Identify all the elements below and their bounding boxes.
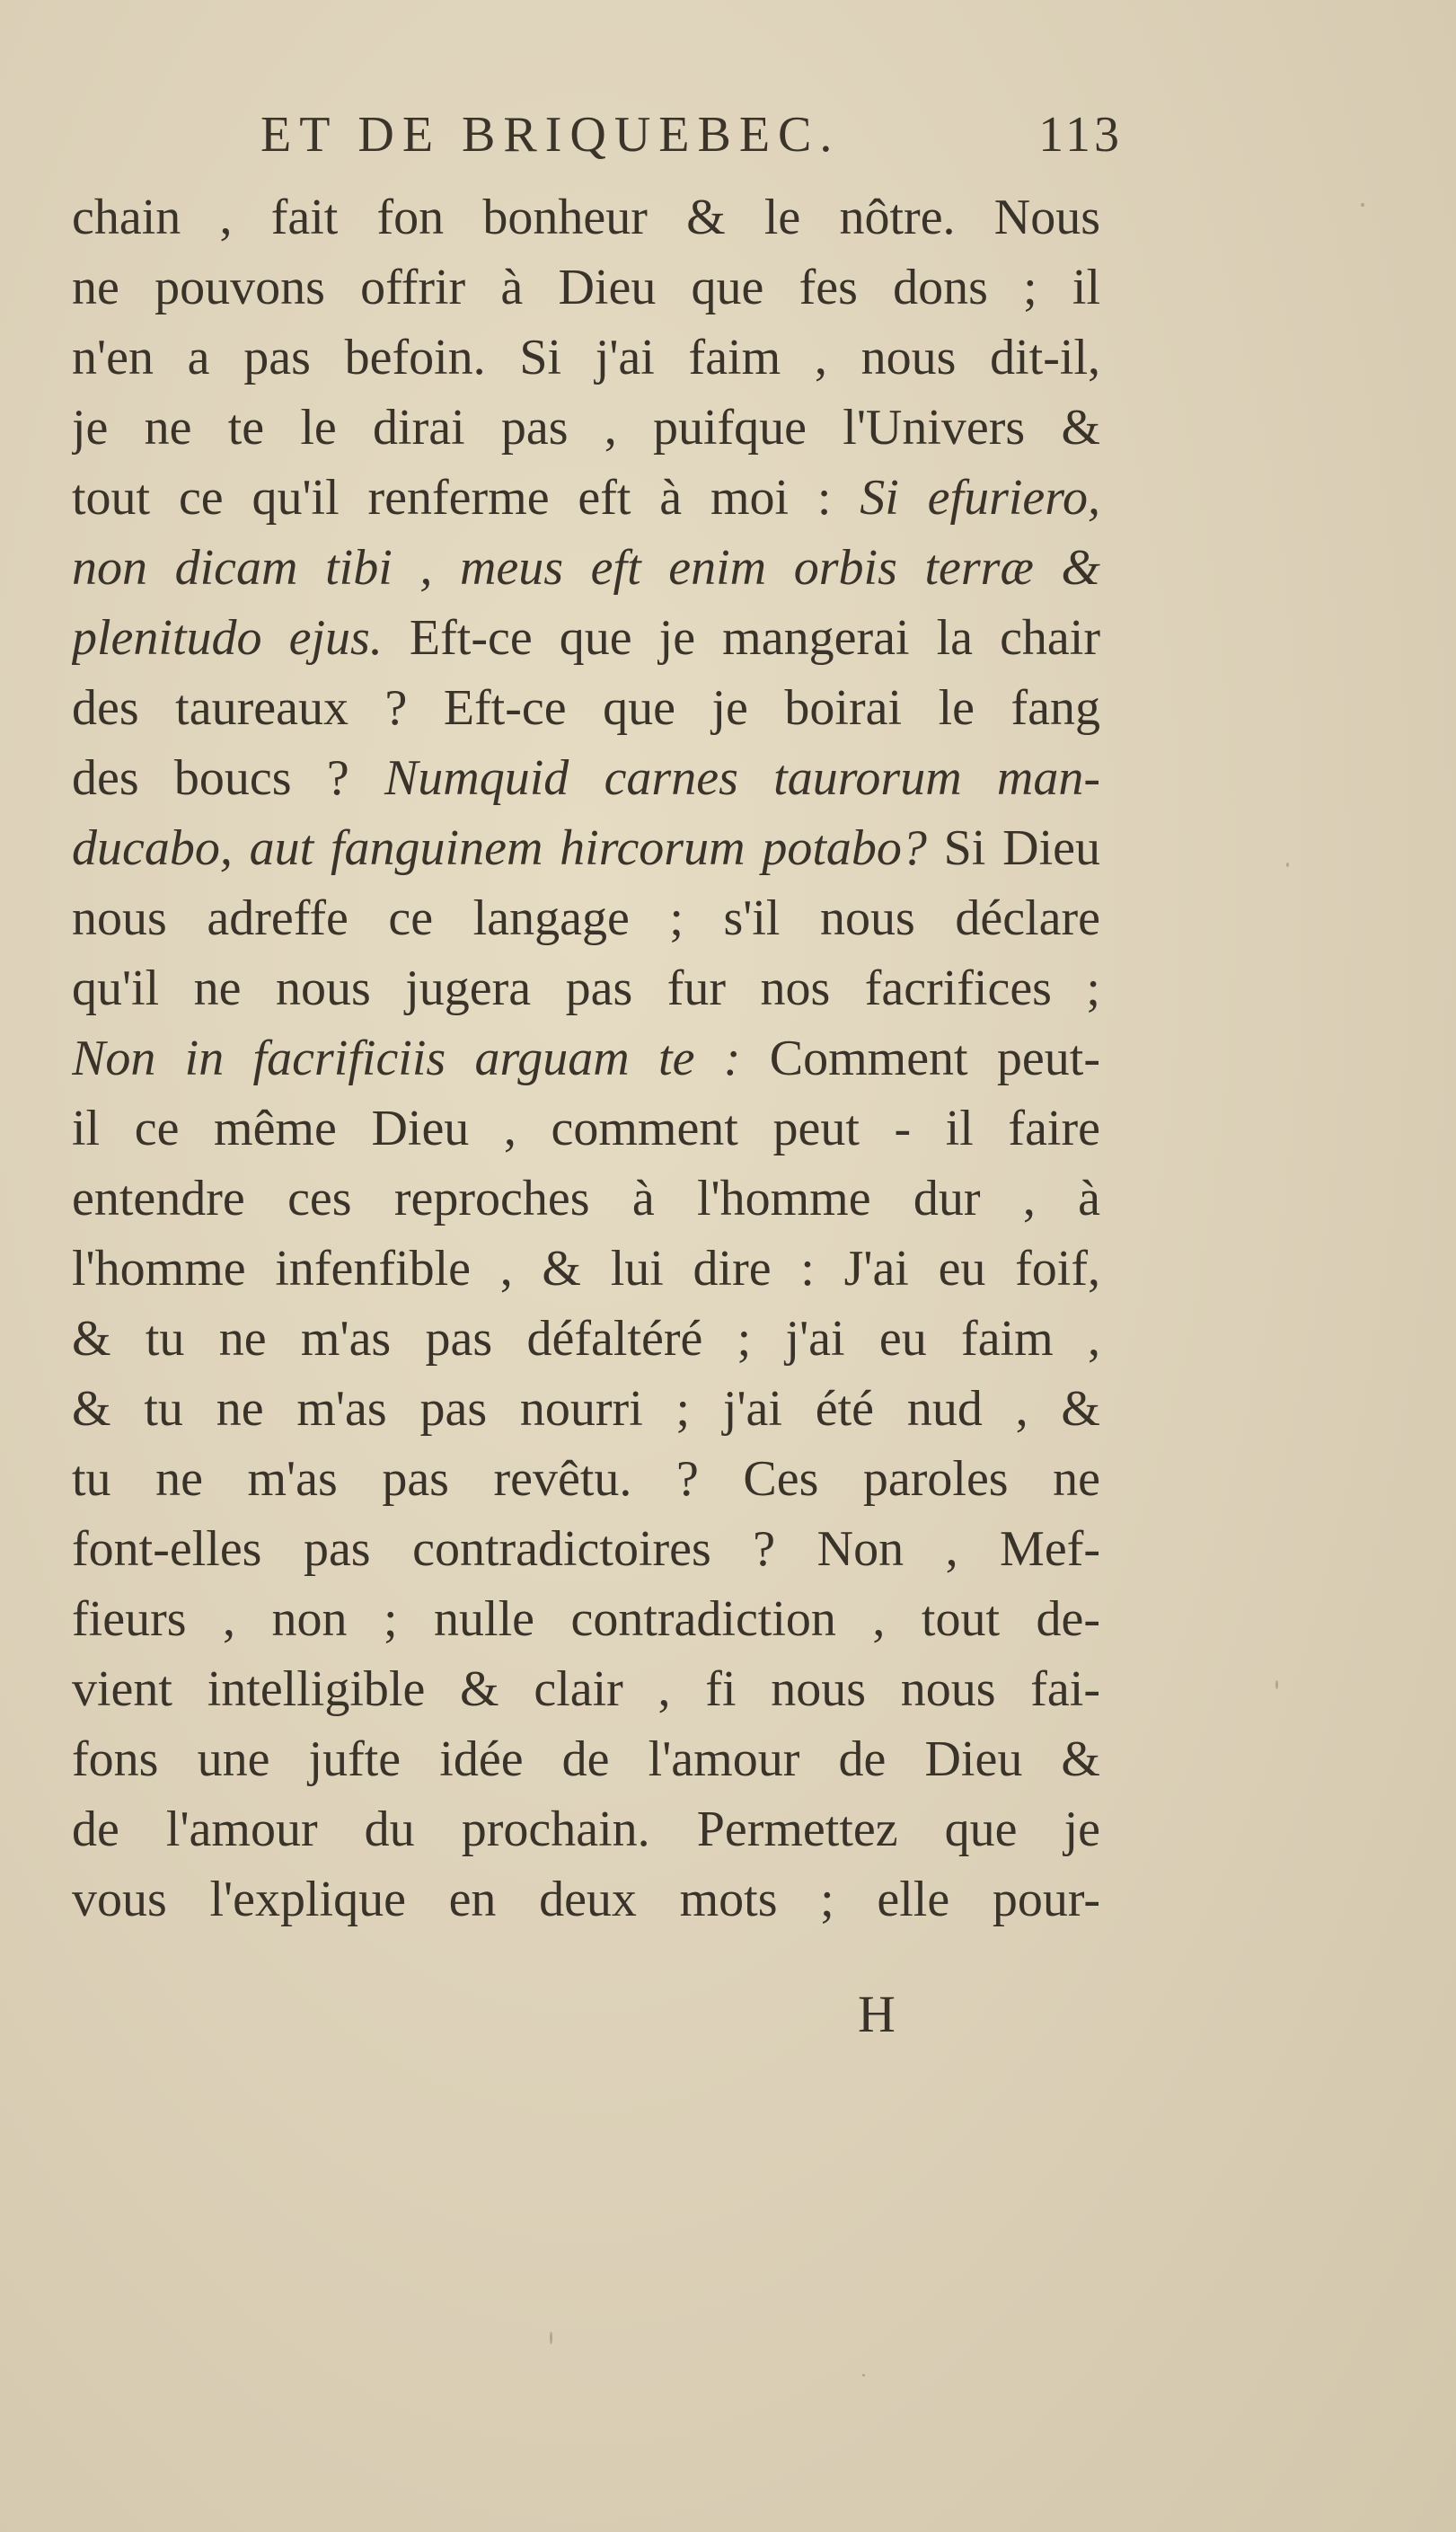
text-line bbox=[72, 1444, 1100, 1514]
text-segment: qu'il ne nous jugera pas fur nos facrifices ; bbox=[72, 961, 1100, 1016]
latin-quotation: Non in facrificiis arguam te : bbox=[72, 1031, 741, 1086]
text-line bbox=[72, 182, 1100, 252]
body-text bbox=[72, 182, 1100, 1934]
text-line bbox=[72, 533, 1100, 603]
text-segment: font-elles pas contradictoires ? Non , Mef- bbox=[72, 1521, 1100, 1577]
running-head bbox=[260, 106, 1123, 169]
text-segment: nous adreffe ce langage ; s'il nous déclare bbox=[72, 890, 1100, 946]
text-segment: vient intelligible & clair , fi nous nous fai- bbox=[72, 1661, 1100, 1717]
text-segment: fons une jufte idée de l'amour de Dieu & bbox=[72, 1731, 1100, 1787]
signature-mark: H bbox=[858, 1985, 896, 2043]
paper-speck bbox=[862, 2374, 865, 2377]
text-segment: des boucs ? bbox=[72, 750, 384, 806]
paper-speck bbox=[1286, 863, 1289, 867]
latin-quotation: Si efuriero, bbox=[860, 470, 1100, 526]
text-segment: je ne te le dirai pas , puifque l'Univers & bbox=[72, 400, 1100, 456]
text-segment: Si Dieu bbox=[926, 820, 1100, 876]
text-line bbox=[72, 1514, 1100, 1584]
text-line bbox=[72, 1584, 1100, 1654]
text-segment: chain , fait fon bonheur & le nôtre. Nous bbox=[72, 190, 1100, 245]
latin-quotation: plenitudo ejus. bbox=[72, 610, 383, 666]
paper-speck bbox=[550, 2332, 552, 2344]
text-line bbox=[72, 1724, 1100, 1794]
text-line bbox=[72, 1164, 1100, 1234]
text-segment: entendre ces reproches à l'homme dur , à bbox=[72, 1171, 1100, 1226]
text-line bbox=[72, 252, 1100, 323]
text-segment: tout ce qu'il renferme eft à moi : bbox=[72, 470, 860, 526]
text-segment: l'homme infenfible , & lui dire : J'ai eu foif, bbox=[72, 1241, 1100, 1297]
text-segment: Eft-ce que je mangerai la chair bbox=[382, 610, 1100, 666]
text-line bbox=[72, 1374, 1100, 1444]
text-line bbox=[72, 463, 1100, 533]
text-line bbox=[72, 1023, 1100, 1093]
text-line bbox=[72, 953, 1100, 1023]
text-line bbox=[72, 1304, 1100, 1374]
text-line bbox=[72, 883, 1100, 953]
text-line bbox=[72, 603, 1100, 673]
text-line bbox=[72, 1654, 1100, 1724]
text-line bbox=[72, 813, 1100, 883]
paper-speck bbox=[1275, 1680, 1278, 1689]
latin-quotation: ducabo, aut fanguinem hircorum potabo? bbox=[72, 820, 927, 876]
text-segment: tu ne m'as pas revêtu. ? Ces paroles ne bbox=[72, 1451, 1100, 1507]
text-segment: vous l'explique en deux mots ; elle pour- bbox=[72, 1872, 1100, 1927]
latin-quotation: non dicam tibi , meus eft enim orbis terræ & bbox=[72, 540, 1100, 596]
text-segment: de l'amour du prochain. Permettez que je bbox=[72, 1802, 1100, 1857]
text-segment: ne pouvons offrir à Dieu que fes dons ; il bbox=[72, 260, 1100, 315]
text-line bbox=[72, 1864, 1100, 1934]
text-line bbox=[72, 743, 1100, 813]
page-number: 113 bbox=[1038, 107, 1123, 163]
text-segment: n'en a pas befoin. Si j'ai faim , nous dit-il, bbox=[72, 330, 1100, 385]
running-title: ET DE BRIQUEBEC. bbox=[260, 107, 841, 163]
text-line bbox=[72, 1794, 1100, 1864]
text-segment: il ce même Dieu , comment peut - il faire bbox=[72, 1101, 1100, 1156]
text-line bbox=[72, 1234, 1100, 1304]
text-line bbox=[72, 1093, 1100, 1164]
text-segment: Comment peut- bbox=[740, 1031, 1100, 1086]
text-line bbox=[72, 393, 1100, 463]
text-line bbox=[72, 323, 1100, 393]
paper-speck bbox=[1361, 203, 1364, 207]
text-segment: des taureaux ? Eft-ce que je boirai le fang bbox=[72, 680, 1100, 736]
text-segment: fieurs , non ; nulle contradiction , tout de- bbox=[72, 1591, 1100, 1647]
text-segment: & tu ne m'as pas nourri ; j'ai été nud , & bbox=[72, 1381, 1100, 1437]
latin-quotation: Numquid carnes taurorum man- bbox=[384, 750, 1100, 806]
text-segment: & tu ne m'as pas défaltéré ; j'ai eu faim , bbox=[72, 1311, 1100, 1367]
text-line bbox=[72, 673, 1100, 743]
